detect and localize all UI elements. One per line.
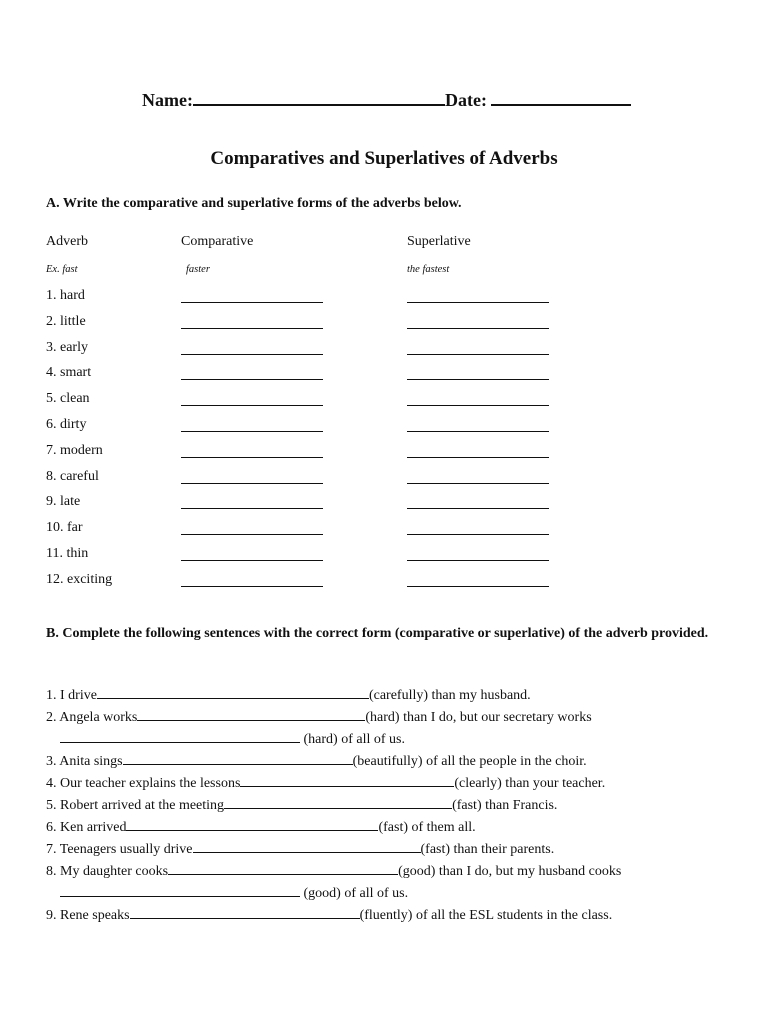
sentence-prefix: 3. Anita sings [46,754,123,769]
sentence-suffix: (fast) than their parents. [420,842,555,857]
sentence-row [46,773,605,794]
example-adverb: Ex. fast [46,264,78,275]
sentence-row [46,817,476,838]
example-superlative: the fastest [407,264,450,275]
adverb-row [46,443,566,467]
sentence-prefix: 4. Our teacher explains the lessons [46,776,241,791]
comparative-answer-line[interactable] [181,302,323,303]
superlative-answer-line[interactable] [407,431,549,432]
answer-blank[interactable] [126,817,378,831]
adverb-label: 6. dirty [46,417,87,432]
adverb-row [46,314,566,338]
sentence-suffix: (hard) of all of us. [300,732,405,747]
adverb-row [46,494,566,518]
adverb-label: 7. modern [46,442,103,458]
adverb-label: 5. clean [46,391,90,407]
superlative-answer-line[interactable] [407,560,549,561]
page-title: Comparatives and Superlatives of Adverbs [210,148,558,169]
sentence-suffix: (beautifully) of all the people in the choir. [352,754,587,769]
name-field[interactable] [193,103,445,106]
adverb-row [46,469,566,493]
sentence-suffix: (good) of all of us. [300,886,409,901]
adverb-row [46,520,566,544]
adverb-label: 1. hard [46,288,85,303]
adverb-column-header: Adverb [46,234,88,249]
sentence-prefix: 5. Robert arrived at the meeting [46,798,225,813]
adverb-row [46,391,566,415]
name-label: Name: [142,90,193,110]
superlative-answer-line[interactable] [407,379,549,380]
comparative-answer-line[interactable] [181,457,323,458]
sentence-suffix: (fluently) of all the ESL students in the class. [359,908,613,923]
sentence-row [60,729,405,750]
section-a-instruction: A. Write the comparative and superlative forms of the adverbs below. [46,196,462,211]
adverb-label: 12. exciting [46,571,113,587]
comparative-answer-line[interactable] [181,560,323,561]
sentence-suffix: (fast) of them all. [378,820,476,835]
comparative-answer-line[interactable] [181,534,323,535]
example-comparative: faster [186,264,210,275]
comparative-answer-line[interactable] [181,483,323,484]
sentence-suffix: (carefully) than my husband. [368,688,531,703]
answer-blank[interactable] [123,751,353,765]
adverb-label: 11. thin [46,546,89,561]
sentence-prefix: 1. I drive [46,688,97,703]
adverb-row [46,417,566,441]
adverb-label: 8. careful [46,468,99,484]
adverb-row [46,365,566,389]
superlative-answer-line[interactable] [407,405,549,406]
sentence-prefix: 6. Ken arrived [46,820,127,835]
sentence-prefix: 2. Angela works [46,710,138,725]
superlative-answer-line[interactable] [407,483,549,484]
answer-blank[interactable] [97,685,369,699]
name-date-row [142,90,631,111]
date-label: Date: [444,90,487,110]
superlative-answer-line[interactable] [407,354,549,355]
comparative-column-header: Comparative [181,234,254,249]
section-b-instruction: B. Complete the following sentences with the correct form (comparative or superlative) of the adverb provided. [46,626,709,641]
sentence-suffix: (clearly) than your teacher. [454,776,606,791]
adverb-row [46,546,566,570]
sentence-row [46,707,592,728]
comparative-answer-line[interactable] [181,431,323,432]
answer-blank[interactable] [193,839,421,853]
comparative-answer-line[interactable] [181,508,323,509]
superlative-answer-line[interactable] [407,508,549,509]
sentence-suffix: (hard) than I do, but our secretary works [365,710,592,725]
superlative-answer-line[interactable] [407,457,549,458]
sentence-row [46,751,587,772]
comparative-answer-line[interactable] [181,405,323,406]
comparative-answer-line[interactable] [181,328,323,329]
superlative-column-header: Superlative [407,234,471,249]
sentence-prefix: 7. Teenagers usually drive [46,842,193,857]
adverb-label: 4. smart [46,365,92,381]
sentence-row [46,905,612,926]
answer-blank[interactable] [60,883,300,897]
sentence-prefix: 9. Rene speaks [46,908,130,923]
adverb-row [46,340,566,364]
adverb-label: 10. far [46,520,83,536]
sentence-row [60,883,408,904]
sentence-row [46,839,554,860]
superlative-answer-line[interactable] [407,302,549,303]
answer-blank[interactable] [240,773,454,787]
answer-blank[interactable] [168,861,398,875]
sentence-row [46,685,531,706]
superlative-answer-line[interactable] [407,534,549,535]
answer-blank[interactable] [137,707,365,721]
sentence-suffix: (good) than I do, but my husband cooks [398,864,622,879]
comparative-answer-line[interactable] [181,586,323,587]
adverb-label: 2. little [46,313,86,329]
comparative-answer-line[interactable] [181,379,323,380]
answer-blank[interactable] [60,729,300,743]
adverb-row [46,572,566,596]
sentence-row [46,795,557,816]
sentence-suffix: (fast) than Francis. [452,798,558,813]
adverb-label: 9. late [46,494,81,510]
adverb-row [46,288,566,312]
superlative-answer-line[interactable] [407,328,549,329]
sentence-prefix: 8. My daughter cooks [46,864,169,879]
answer-blank[interactable] [224,795,452,809]
comparative-answer-line[interactable] [181,354,323,355]
adverb-label: 3. early [46,339,88,355]
sentence-row [46,861,621,882]
answer-blank[interactable] [130,905,360,919]
superlative-answer-line[interactable] [407,586,549,587]
date-field[interactable] [491,103,631,106]
